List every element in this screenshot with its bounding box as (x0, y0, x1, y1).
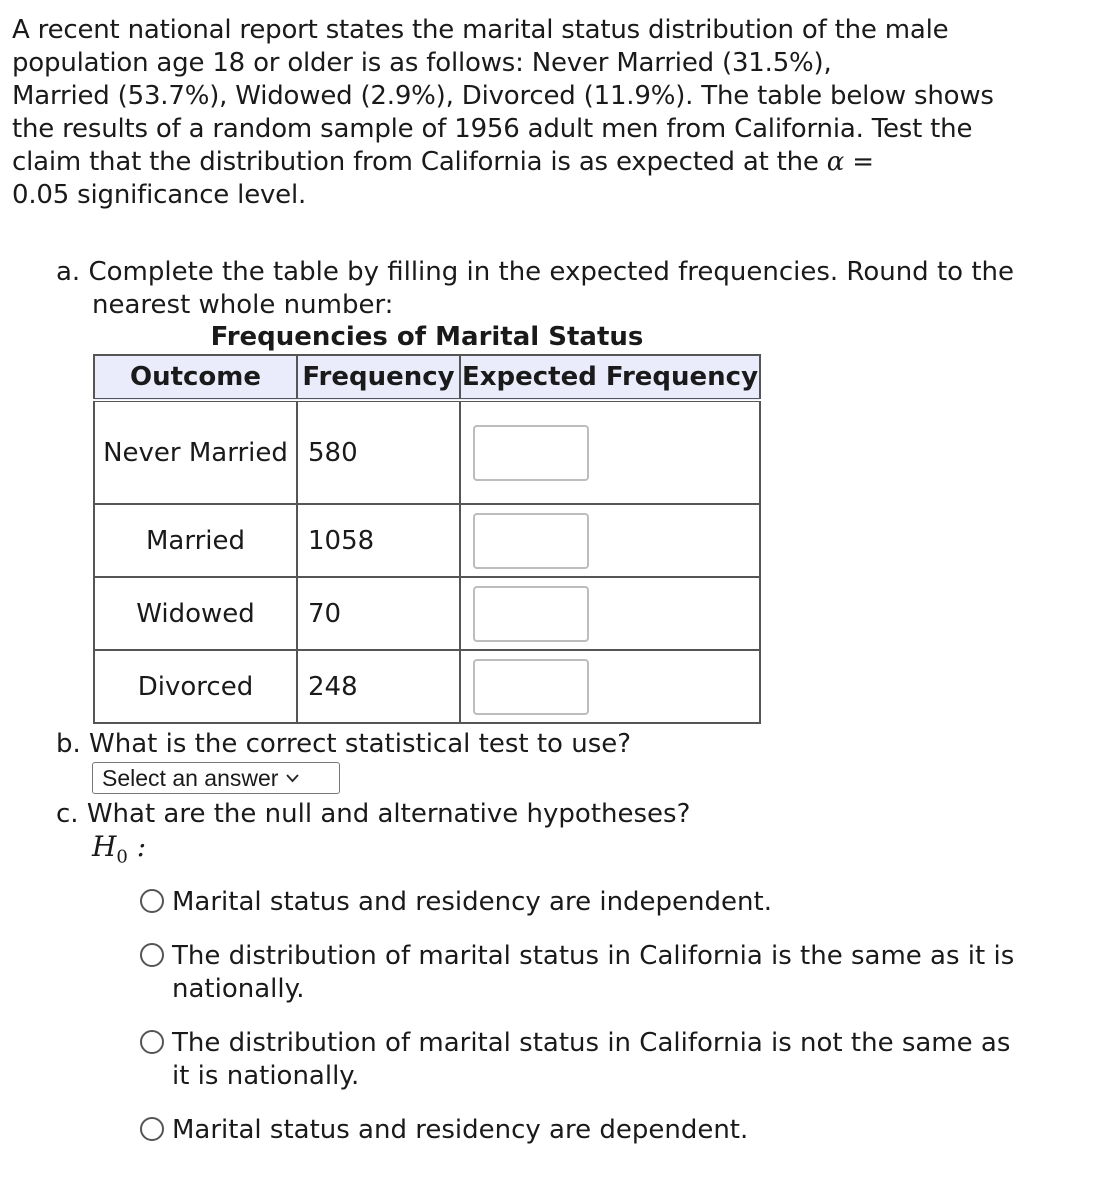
expected-cell (460, 650, 760, 723)
outcome-cell: Widowed (94, 577, 297, 650)
radio-button[interactable] (140, 1117, 164, 1141)
part-a-line: a. Complete the table by filling in the expected frequencies. Round to the (56, 257, 1014, 287)
expected-cell (460, 400, 760, 504)
problem-statement (12, 14, 1012, 212)
radio-option-dependent[interactable] (140, 1114, 1040, 1147)
expected-cell (460, 504, 760, 577)
radio-button[interactable] (140, 943, 164, 967)
option-label-continued: nationally. (172, 974, 305, 1004)
radio-option-same-as-national[interactable] (140, 940, 1040, 1006)
table-row (94, 504, 760, 577)
null-hypothesis-label (92, 830, 146, 868)
intro-text: = (844, 147, 874, 177)
outcome-cell: Divorced (94, 650, 297, 723)
column-header-outcome: Outcome (94, 355, 297, 400)
column-header-expected: Expected Frequency (460, 355, 760, 400)
frequency-cell: 1058 (297, 504, 460, 577)
intro-line: population age 18 or older is as follows: Never Married (31.5%), (12, 48, 832, 78)
intro-line: the results of a random sample of 1956 adult men from California. Test the (12, 114, 973, 144)
intro-line: 0.05 significance level. (12, 180, 307, 210)
column-header-frequency: Frequency (297, 355, 460, 400)
frequency-cell: 70 (297, 577, 460, 650)
chevron-down-icon (286, 764, 299, 793)
table-row (94, 400, 760, 504)
intro-line (12, 146, 1012, 179)
option-label-continued: it is nationally. (172, 1061, 360, 1091)
h0-symbol: H (92, 830, 117, 863)
outcome-cell: Married (94, 504, 297, 577)
test-select-dropdown[interactable] (92, 762, 340, 794)
option-label: The distribution of marital status in California is the same as it is (172, 941, 1015, 971)
alpha-symbol: α (826, 147, 845, 177)
intro-line: A recent national report states the marital status distribution of the male (12, 15, 949, 45)
intro-text: claim that the distribution from California is as expected at the (12, 147, 827, 177)
radio-button[interactable] (140, 1030, 164, 1054)
radio-option-independent[interactable] (140, 886, 1040, 919)
option-label: Marital status and residency are dependent. (172, 1115, 749, 1145)
part-a-prompt (56, 256, 1056, 322)
table-row (94, 577, 760, 650)
frequency-cell: 580 (297, 400, 460, 504)
h0-subscript: 0 (116, 846, 128, 868)
intro-line: Married (53.7%), Widowed (2.9%), Divorced (11.9%). The table below shows (12, 81, 994, 111)
radio-option-not-same-as-national[interactable] (140, 1027, 1040, 1093)
frequency-cell: 248 (297, 650, 460, 723)
select-value: Select an answer (102, 764, 279, 791)
option-label: Marital status and residency are independent. (172, 887, 772, 917)
table-caption: Frequencies of Marital Status (210, 322, 644, 352)
expected-frequency-input-widowed[interactable] (473, 586, 589, 642)
frequency-table (93, 354, 761, 724)
radio-button[interactable] (140, 889, 164, 913)
expected-frequency-input-married[interactable] (473, 513, 589, 569)
table-row (94, 650, 760, 723)
expected-frequency-input-divorced[interactable] (473, 659, 589, 715)
outcome-cell: Never Married (94, 400, 297, 504)
part-a-line: nearest whole number: (92, 290, 394, 320)
part-b-question: b. What is the correct statistical test to use? (56, 729, 632, 759)
expected-cell (460, 577, 760, 650)
h0-colon: : (127, 830, 147, 863)
part-c-question: c. What are the null and alternative hypotheses? (56, 799, 691, 829)
option-label: The distribution of marital status in California is not the same as (172, 1028, 1011, 1058)
expected-frequency-input-never-married[interactable] (473, 425, 589, 481)
